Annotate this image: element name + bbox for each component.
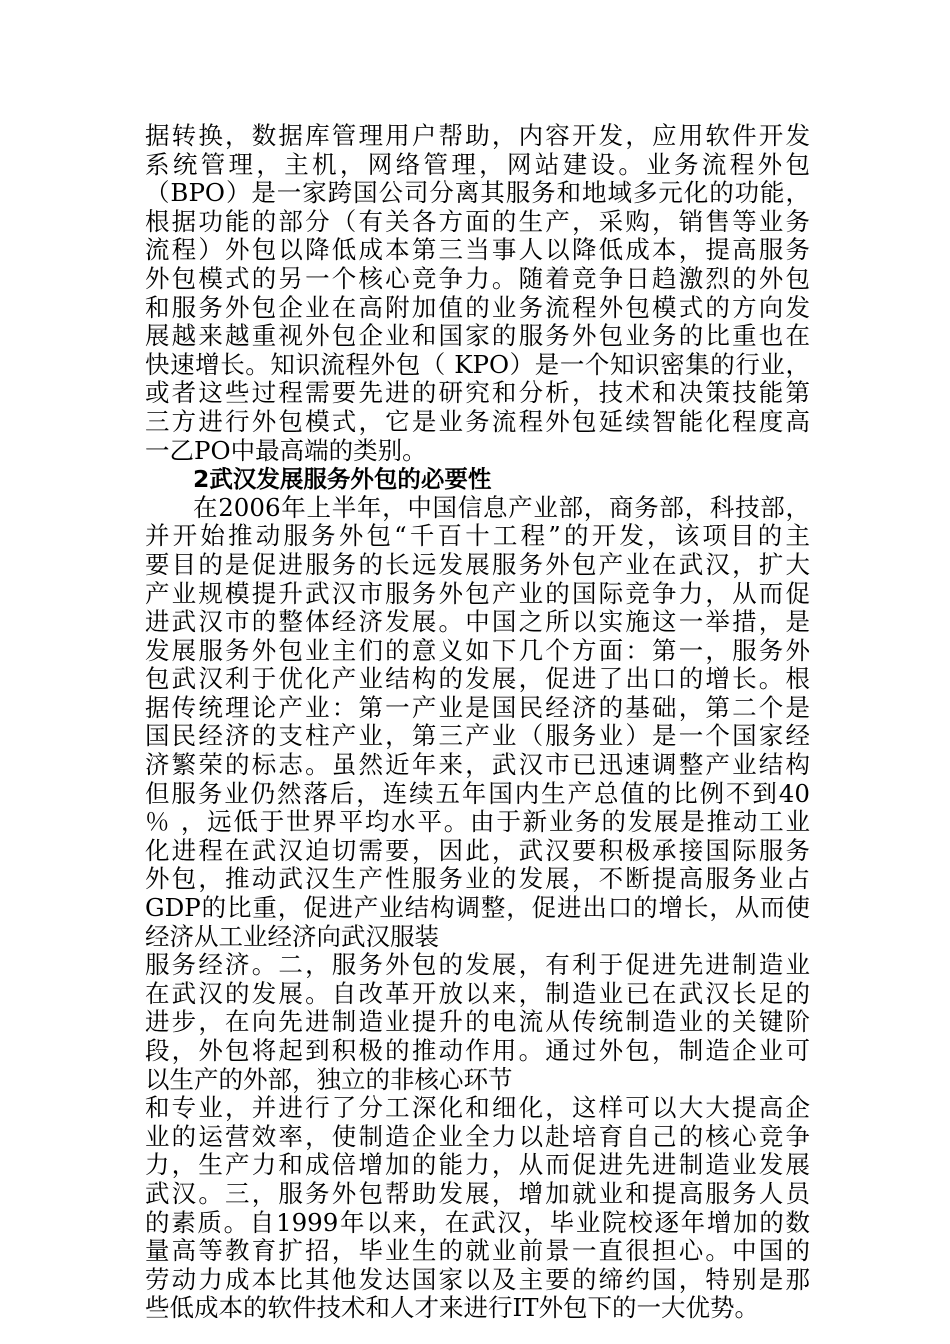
text-line: 外包，推动武汉生产性服务业的发展，不断提高服务业占	[145, 865, 810, 894]
text-line: 段，外包将起到积极的推动作用。通过外包，制造企业可	[145, 1037, 810, 1065]
text-line: 展越来越重视外包企业和国家的服务外包业务的比重也在	[145, 322, 810, 351]
text-line: 产业规模提升武汉市服务外包产业的国际竞争力，从而促	[145, 579, 810, 608]
text-line: 力，生产力和成倍增加的能力，从而促进先进制造业发展	[145, 1151, 810, 1180]
text-line: 和服务外包企业在高附加值的业务流程外包模式的方向发	[145, 293, 810, 322]
text-line: （BPO）是一家跨国公司分离其服务和地域多元化的功能，	[145, 179, 810, 208]
text-line: 包武汉利于优化产业结构的发展，促进了出口的增长。根	[145, 665, 810, 694]
text-line: 快速增长。知识流程外包（ KPO）是一个知识密集的行业，	[145, 350, 810, 379]
text-line: 要目的是促进服务的长远发展服务外包产业在武汉，扩大	[145, 550, 810, 579]
text-line: 发展服务外包业主们的意义如下几个方面：第一，服务外	[145, 636, 810, 665]
document-page	[145, 122, 810, 1323]
text-line: 以生产的外部，独立的非核心环节	[145, 1065, 513, 1094]
text-line: 一乙PO中最高端的类别。	[145, 436, 427, 465]
text-line: 三方进行外包模式，它是业务流程外包延续智能化程度高	[145, 407, 810, 436]
text-line: 服务经济。二，服务外包的发展，有利于促进先进制造业	[145, 951, 810, 980]
text-line: 根据功能的部分（有关各方面的生产，采购，销售等业务	[145, 207, 810, 236]
text-line: 系统管理，主机，网络管理，网站建设。业务流程外包	[145, 150, 810, 179]
text-line: 或者这些过程需要先进的研究和分析，技术和决策技能第	[145, 379, 810, 408]
text-line: 和专业，并进行了分工深化和细化，这样可以大大提高企	[145, 1094, 810, 1123]
text-line: 据传统理论产业：第一产业是国民经济的基础，第二个是	[145, 693, 810, 722]
paragraph-1	[145, 122, 810, 465]
text-line: 济繁荣的标志。虽然近年来，武汉市已迅速调整产业结构	[145, 751, 810, 780]
text-line: 劳动力成本比其他发达国家以及主要的缔约国，特别是那	[145, 1265, 810, 1294]
text-line: 量高等教育扩招，毕业生的就业前景一直很担心。中国的	[145, 1237, 810, 1266]
text-line: 进武汉市的整体经济发展。中国之所以实施这一举措，是	[145, 608, 810, 637]
text-line: GDP的比重，促进产业结构调整，促进出口的增长，从而使	[145, 894, 810, 923]
text-line: 的素质。自1999年以来，在武汉，毕业院校逐年增加的数	[145, 1208, 810, 1237]
text-line: 在2006年上半年，中国信息产业部，商务部，科技部，	[193, 493, 810, 522]
text-line: 进步，在向先进制造业提升的电流从传统制造业的关键阶	[145, 1008, 810, 1037]
paragraph-2	[145, 494, 810, 952]
text-line: 在武汉的发展。自改革开放以来，制造业已在武汉长足的	[145, 979, 810, 1008]
text-line: 些低成本的软件技术和人才来进行IT外包下的一大优势。	[145, 1294, 760, 1323]
text-line: 业的运营效率，使制造企业全力以赴培育自己的核心竞争	[145, 1122, 810, 1151]
text-line: 但服务业仍然落后，连续五年国内生产总值的比例不到40	[145, 779, 810, 808]
text-line: 化进程在武汉迫切需要，因此，武汉要积极承接国际服务	[145, 836, 810, 865]
text-line: ％ ，远低于世界平均水平。由于新业务的发展是推动工业	[145, 808, 810, 837]
section-heading: 2武汉发展服务外包的必要性	[193, 465, 492, 494]
paragraph-3	[145, 951, 810, 1094]
text-line: 武汉。三，服务外包帮助发展，增加就业和提高服务人员	[145, 1179, 810, 1208]
text-line: 外包模式的另一个核心竞争力。随着竞争日趋激烈的外包	[145, 264, 810, 293]
text-line: 经济从工业经济向武汉服装	[145, 922, 439, 951]
paragraph-4	[145, 1094, 810, 1323]
text-line: 国民经济的支柱产业，第三产业（服务业）是一个国家经	[145, 722, 810, 751]
text-line: 据转换，数据库管理用户帮助，内容开发，应用软件开发	[145, 122, 810, 150]
text-line: 并开始推动服务外包“千百十工程”的开发，该项目的主	[145, 522, 810, 551]
text-line: 流程）外包以降低成本第三当事人以降低成本，提高服务	[145, 236, 810, 265]
